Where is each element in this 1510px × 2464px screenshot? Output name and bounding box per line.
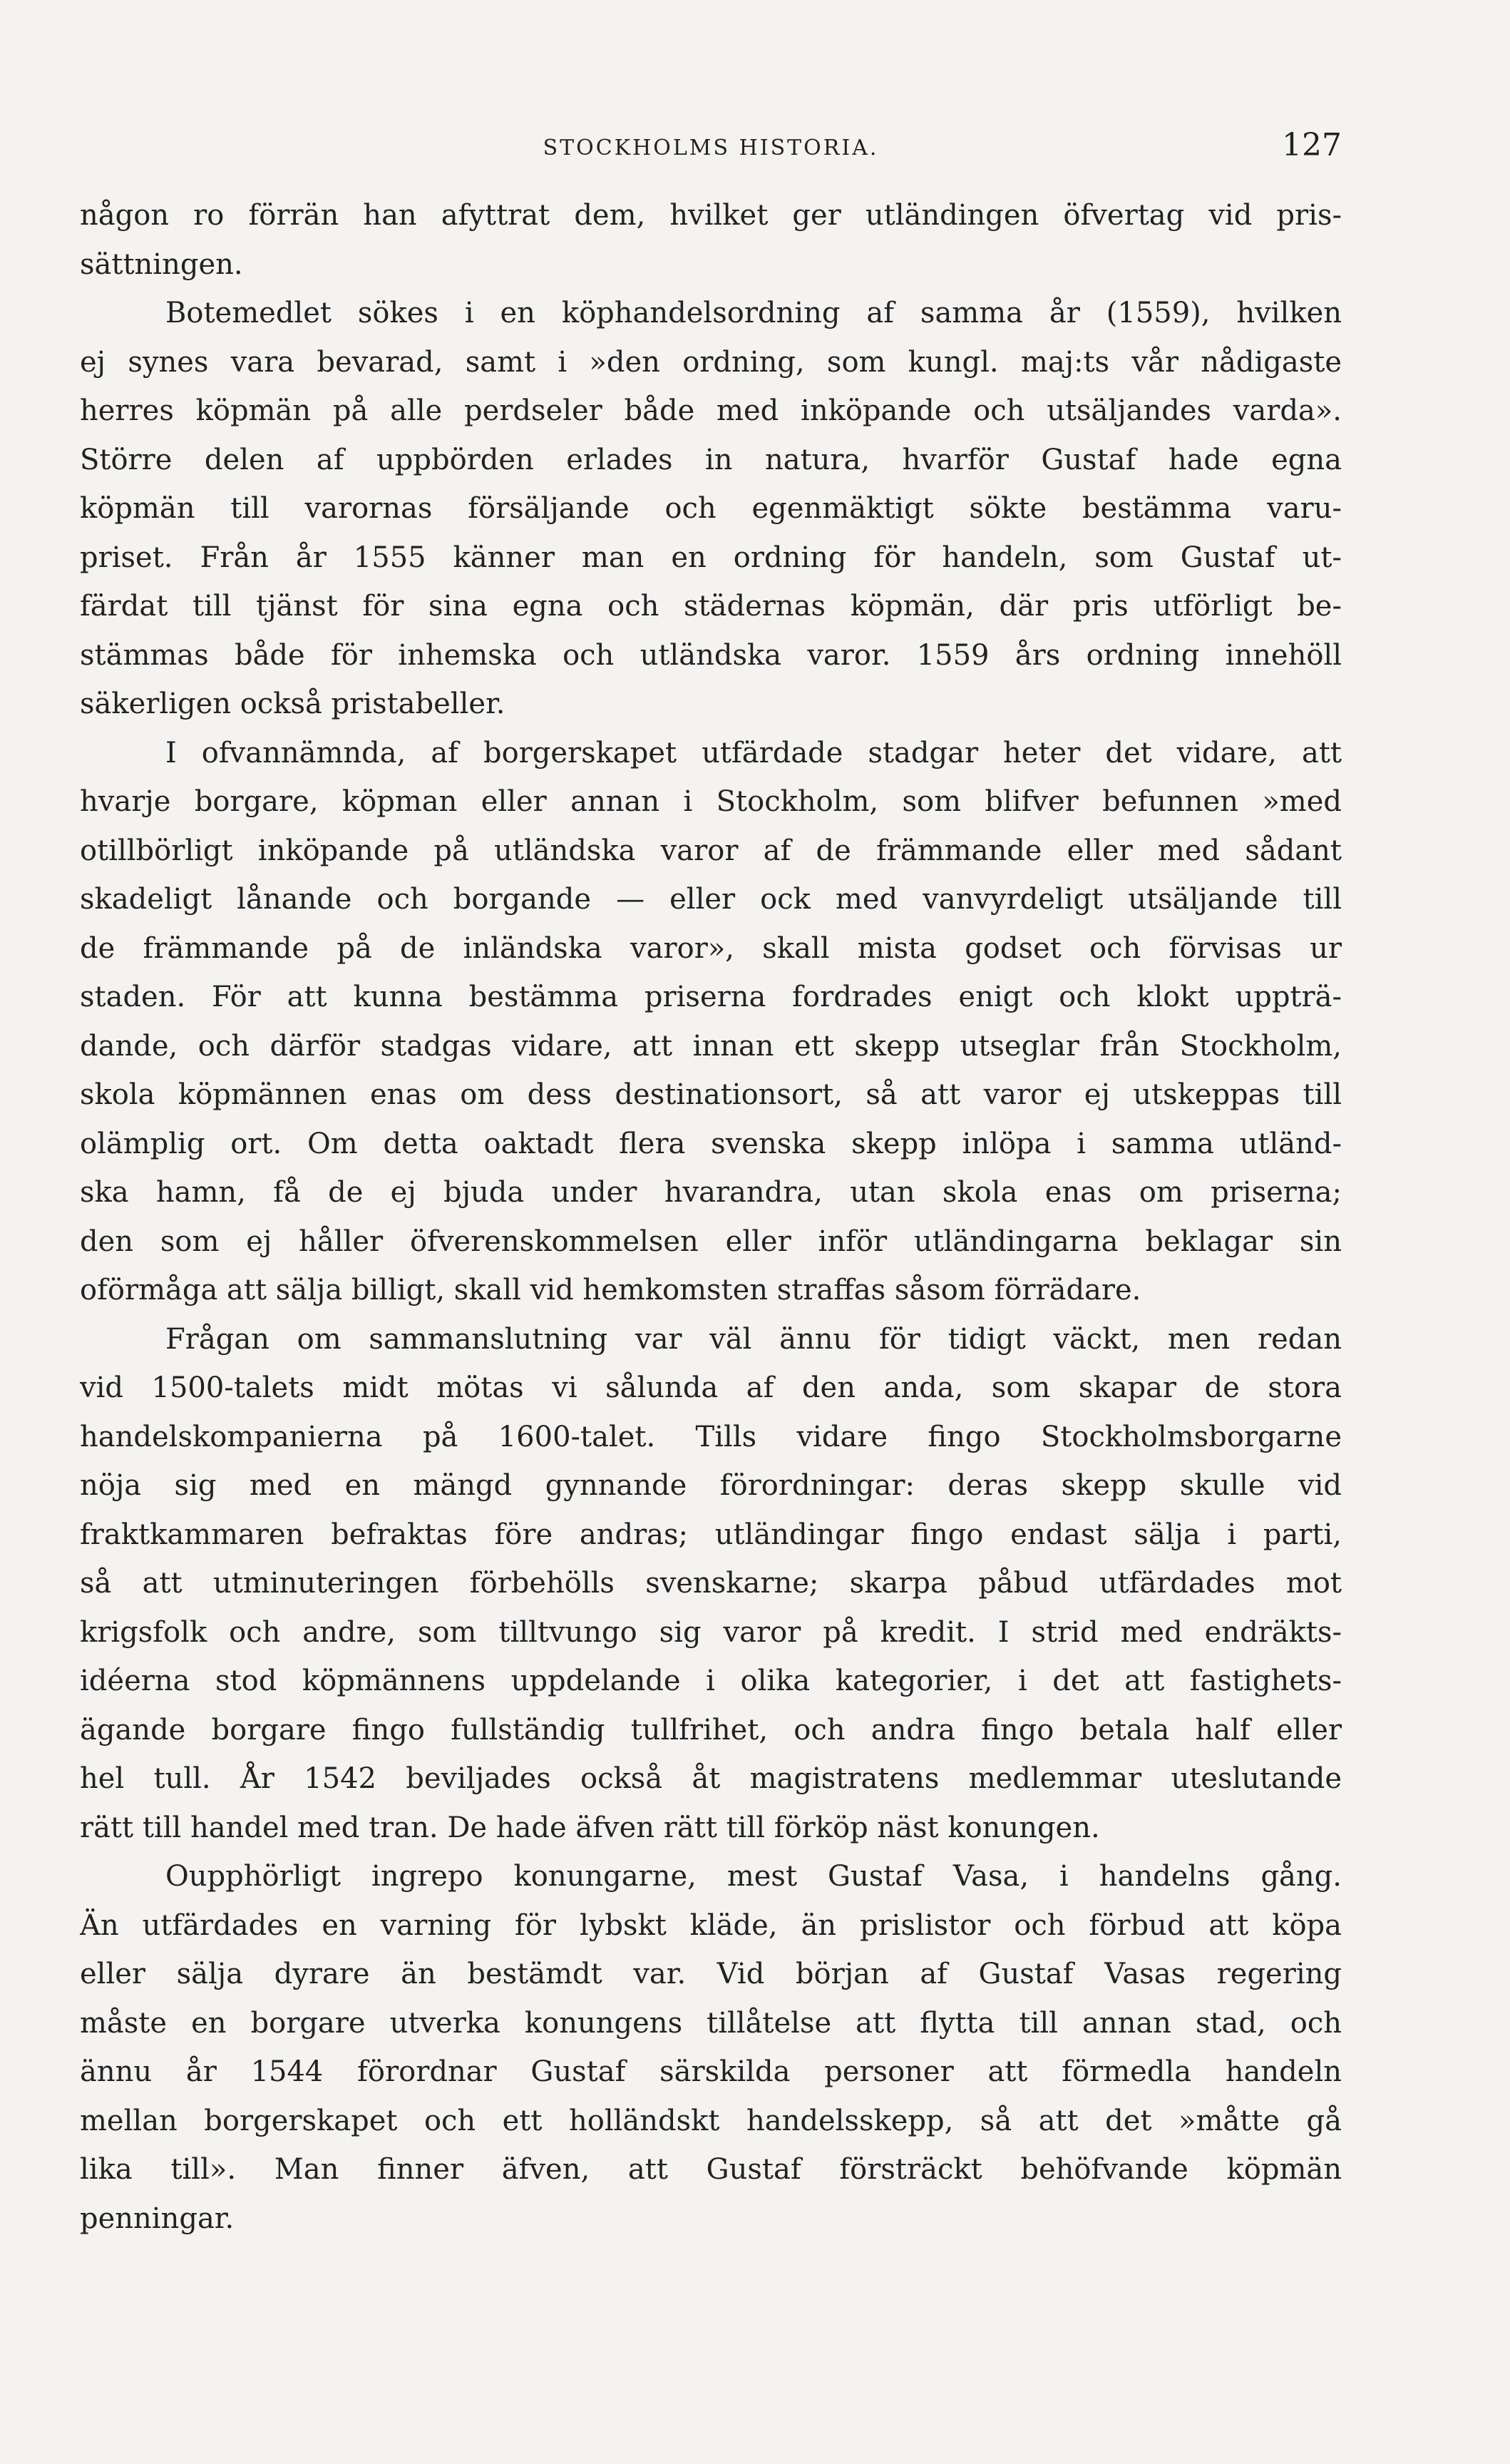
page-header [80,127,1342,177]
body-text [80,191,1342,2243]
text-line: skadeligt lånande och borgande — eller ock med vanvyrdeligt utsäljande till [80,883,1342,916]
text-line: penningar. [80,2202,235,2235]
page-number: 127 [1282,127,1342,163]
running-title: STOCKHOLMS HISTORIA. [543,136,879,160]
text-line: hvarje borgare, köpman eller annan i Stockholm, som blifver befunnen »med [80,785,1342,818]
text-line: hel tull. År 1542 beviljades också åt magistratens medlemmar uteslutande [80,1762,1342,1795]
text-line: fraktkammaren befraktas före andras; utländingar fingo endast sälja i parti, [80,1518,1342,1551]
text-line: färdat till tjänst för sina egna och städernas köpmän, där pris utförligt be- [80,590,1342,623]
text-line: I ofvannämnda, af borgerskapet utfärdade stadgar heter det vidare, att [165,736,1342,770]
text-line: rätt till handel med tran. De hade äfven rätt till förköp näst konungen. [80,1811,1100,1844]
text-line: handelskompanierna på 1600-talet. Tills vidare fingo Stockholmsborgarne [80,1420,1342,1453]
text-line: priset. Från år 1555 känner man en ordning för handeln, som Gustaf ut- [80,541,1342,574]
text-line: Oupphörligt ingrepo konungarne, mest Gustaf Vasa, i handelns gång. [165,1860,1342,1893]
text-line: staden. För att kunna bestämma priserna fordrades enigt och klokt uppträ- [80,981,1342,1013]
text-line: dande, och därför stadgas vidare, att innan ett skepp utseglar från Stockholm, [80,1029,1342,1063]
text-line: ej synes vara bevarad, samt i »den ordning, som kungl. maj:ts vår nådigaste [80,345,1342,379]
text-line: eller sälja dyrare än bestämdt var. Vid början af Gustaf Vasas regering [80,1958,1342,1990]
text-line: någon ro förrän han afyttrat dem, hvilket ger utländingen öfvertag vid pris- [80,199,1342,232]
text-line: otillbörligt inköpande på utländska varor af de främmande eller med sådant [80,834,1342,867]
text-line: de främmande på de inländska varor», skall mista godset och förvisas ur [80,931,1342,965]
text-line: Botemedlet sökes i en köphandelsordning af samma år (1559), hvilken [165,297,1342,329]
text-line: herres köpmän på alle perdseler både med inköpande och utsäljandes varda». [80,394,1342,427]
text-line: stämmas både för inhemska och utländska varor. 1559 års ordning innehöll [80,638,1342,672]
text-line: oförmåga att sälja billigt, skall vid hemkomsten straffas såsom förrädare. [80,1274,1141,1307]
text-line: idéerna stod köpmännens uppdelande i olika kategorier, i det att fastighets- [80,1665,1342,1697]
text-line: köpmän till varornas försäljande och egenmäktigt sökte bestämma varu- [80,492,1342,525]
text-line: ägande borgare fingo fullständig tullfrihet, och andra fingo betala half eller [80,1713,1342,1747]
text-line: säkerligen också pristabeller. [80,687,505,720]
text-line: måste en borgare utverka konungens tillåtelse att flytta till annan stad, och [80,2006,1342,2040]
text-line: olämplig ort. Om detta oaktadt flera svenska skepp inlöpa i samma utländ- [80,1127,1342,1160]
text-line: lika till». Man finner äfven, att Gustaf försträckt behöfvande köpmän [80,2153,1342,2186]
text-line: så att utminuteringen förbehölls svenskarne; skarpa påbud utfärdades mot [80,1567,1342,1600]
text-line: den som ej håller öfverenskommelsen eller inför utländingarna beklagar sin [80,1225,1342,1258]
text-line: ännu år 1544 förordnar Gustaf särskilda personer att förmedla handeln [80,2055,1342,2088]
text-line: vid 1500-talets midt mötas vi sålunda af den anda, som skapar de stora [80,1371,1342,1404]
text-line: Än utfärdades en varning för lybskt kläde, än prislistor och förbud att köpa [80,1908,1342,1942]
text-line: ska hamn, få de ej bjuda under hvarandra, utan skola enas om priserna; [80,1176,1342,1209]
text-line: krigsfolk och andre, som tilltvungo sig varor på kredit. I strid med endräkts- [80,1615,1342,1649]
text-line: Frågan om sammanslutning var väl ännu för tidigt väckt, men redan [165,1322,1342,1356]
text-line: nöja sig med en mängd gynnande förordningar: deras skepp skulle vid [80,1469,1342,1502]
text-line: Större delen af uppbörden erlades in natura, hvarför Gustaf hade egna [80,443,1342,476]
text-line: mellan borgerskapet och ett holländskt handelsskepp, så att det »måtte gå [80,2104,1342,2137]
text-line: skola köpmännen enas om dess destinationsort, så att varor ej utskeppas till [80,1078,1342,1111]
text-line: sättningen. [80,247,243,281]
